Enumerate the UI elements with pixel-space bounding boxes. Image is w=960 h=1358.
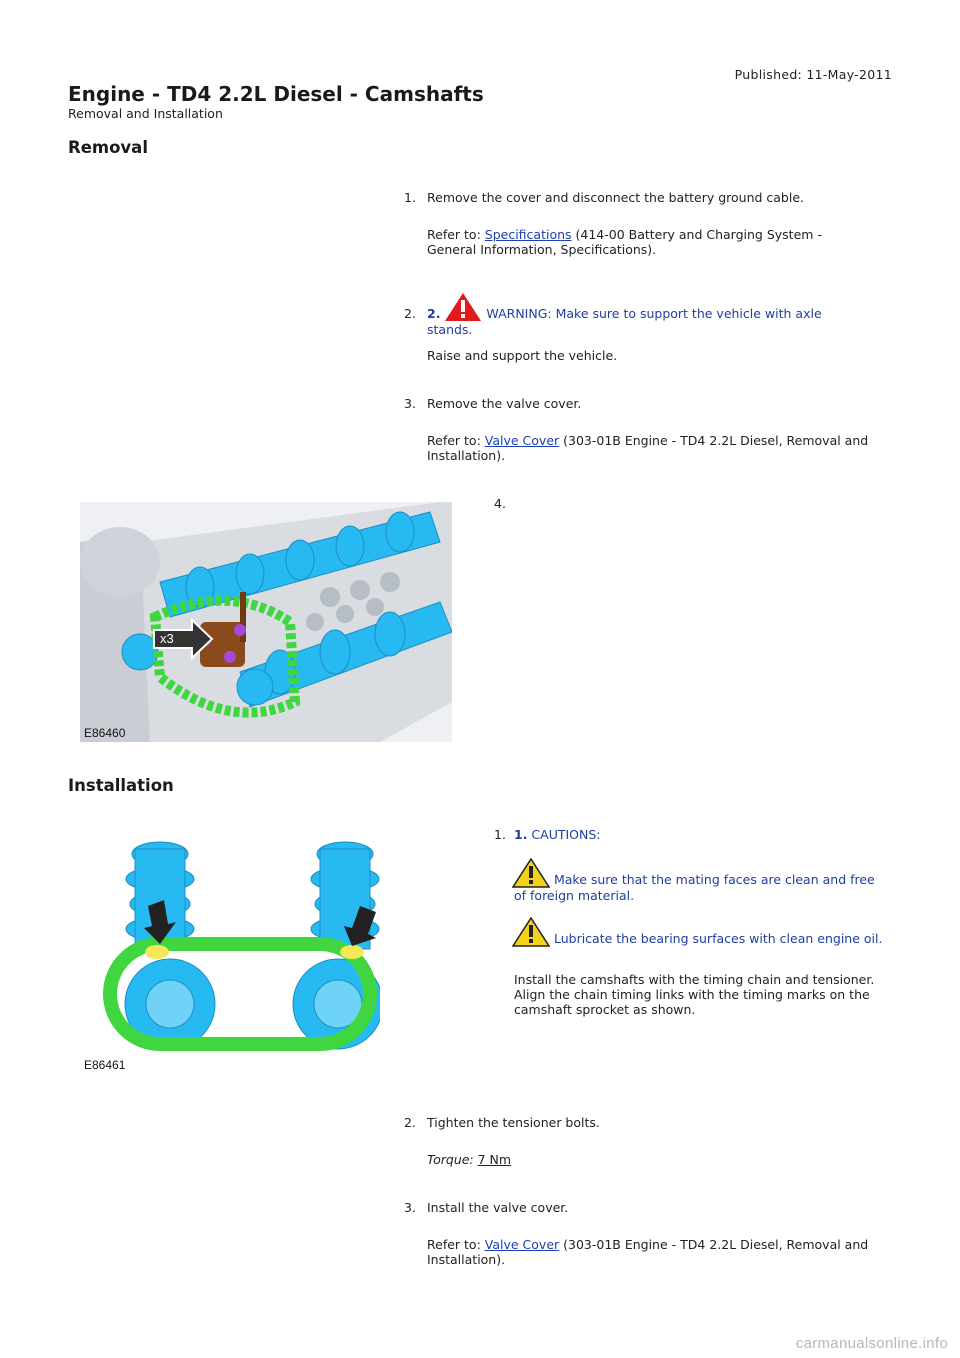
installation-step-2-number: 2.: [404, 1115, 416, 1130]
watermark: carmanualsonline.info: [795, 1335, 948, 1352]
installation-heading: Installation: [68, 776, 174, 795]
timing-chain-illustration: [80, 834, 380, 1074]
installation-step-3-number: 3.: [404, 1200, 416, 1215]
engine-camshaft-illustration: [80, 502, 452, 742]
removal-figure: [80, 502, 452, 742]
installation-figure-label: E86461: [84, 1058, 126, 1072]
torque-spec: Torque: 7 Nm: [427, 1152, 512, 1167]
removal-step-4-number: 4.: [494, 496, 506, 511]
specifications-link[interactable]: Specifications: [484, 227, 572, 242]
removal-step-1-reference: Refer to: Specifications (414-00 Battery and Charging System - General Information, Specifications).: [427, 227, 822, 257]
page-subtitle: Removal and Installation: [68, 106, 223, 121]
removal-step-1-text: Remove the cover and disconnect the battery ground cable.: [427, 190, 805, 205]
caution-triangle-icon: [512, 917, 550, 947]
warning-triangle-icon: [444, 292, 482, 322]
removal-step-2-text: Raise and support the vehicle.: [427, 348, 618, 363]
installation-figure: [80, 834, 380, 1074]
valve-cover-link[interactable]: Valve Cover: [484, 433, 560, 448]
page-title: Engine - TD4 2.2L Diesel - Camshafts: [68, 82, 484, 106]
installation-step-2-text: Tighten the tensioner bolts.: [427, 1115, 600, 1130]
removal-step-1-number: 1.: [404, 190, 416, 205]
figure-callout-x3: x3: [160, 631, 174, 646]
removal-step-3-reference: Refer to: Valve Cover (303-01B Engine - TD4 2.2L Diesel, Removal and Installation).: [427, 433, 869, 463]
removal-step-2-warning: 2. WARNING: Make sure to support the vehicle with axle stands.: [427, 292, 857, 337]
caution-2-text: Lubricate the bearing surfaces with clean engine oil.: [514, 917, 884, 947]
installation-step-1-number: 1.: [494, 827, 506, 842]
removal-heading: Removal: [68, 138, 148, 157]
caution-1-text: Make sure that the mating faces are clean and free of foreign material.: [514, 858, 884, 903]
torque-value: 7 Nm: [477, 1152, 512, 1167]
published-date: Published: 11-May-2011: [734, 67, 892, 82]
installation-step-1-cautions: 1. CAUTIONS:: [514, 827, 601, 842]
installation-step-3-reference: Refer to: Valve Cover (303-01B Engine - TD4 2.2L Diesel, Removal and Installation).: [427, 1237, 869, 1267]
installation-step-3-text: Install the valve cover.: [427, 1200, 569, 1215]
removal-step-2-number: 2.: [404, 306, 416, 321]
valve-cover-link[interactable]: Valve Cover: [484, 1237, 560, 1252]
removal-step-3-text: Remove the valve cover.: [427, 396, 582, 411]
installation-step-1-text: Install the camshafts with the timing chain and tensioner. Align the chain timing links with the timing marks on the camshaft sprocket as shown.: [514, 972, 875, 1017]
removal-step-3-number: 3.: [404, 396, 416, 411]
caution-triangle-icon: [512, 858, 550, 888]
removal-figure-label: E86460: [84, 726, 126, 740]
